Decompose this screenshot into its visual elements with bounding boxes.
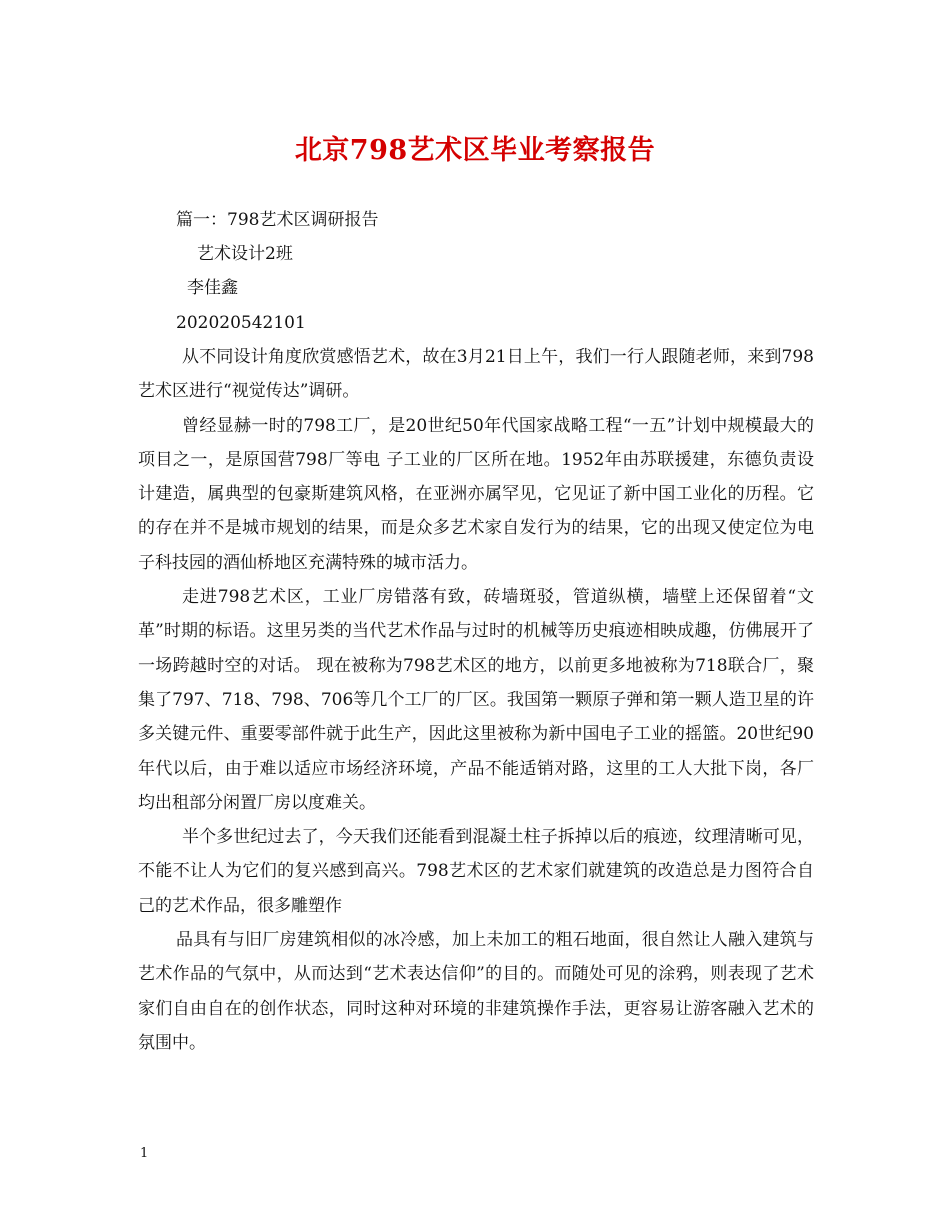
chapter-heading: 篇一：798艺术区调研报告	[176, 210, 379, 230]
page-number: 1	[140, 1146, 149, 1161]
document-title: 北京798艺术区毕业考察报告	[294, 135, 656, 166]
paragraph-4: 半个多世纪过去了，今天我们还能看到混凝土柱子拆掉以后的痕迹，纹理清晰可见，不能不让人为它们的复兴感到高兴。798艺术区的艺术家们就建筑的改造总是力图符合自己的艺术作品，很多雕塑作	[138, 827, 814, 916]
report-body	[138, 340, 814, 1060]
paragraph-1: 从不同设计角度欣赏感悟艺术，故在3月21日上午，我们一行人跟随老师，来到798艺术区进行“视觉传达”调研。	[138, 347, 814, 402]
class-name: 艺术设计2班	[197, 244, 293, 264]
paragraph-5: 品具有与旧厂房建筑相似的冰冷感，加上未加工的粗石地面，很自然让人融入建筑与艺术作品的气氛中，从而达到“艺术表达信仰”的目的。而随处可见的涂鸦，则表现了艺术家们自由自在的创作状态，同时这种对环境的非建筑操作手法，更容易让游客融入艺术的氛围中。	[138, 930, 814, 1053]
author-name: 李佳鑫	[187, 278, 238, 298]
paragraph-2: 曾经显赫一时的798工厂，是20世纪50年代国家战略工程“一五”计划中规模最大的项目之一，是原国营798厂等电 子工业的厂区所在地。1952年由苏联援建，东德负责设计建造，属典型的包豪斯建筑风格，在亚洲亦属罕见，它见证了新中国工业化的历程。它的存在并不是城市规划的结果，而是众多艺术家自发行为的结果，它的出现又使定位为电子科技园的酒仙桥地区充满特殊的城市活力。	[138, 415, 814, 573]
student-id: 202020542101	[176, 313, 306, 333]
paragraph-3: 走进798艺术区，工业厂房错落有致，砖墙斑驳，管道纵横，墙壁上还保留着“文革”时期的标语。这里另类的当代艺术作品与过时的机械等历史痕迹相映成趣，仿佛展开了一场跨越时空的对话。 现在被称为798艺术区的地方，以前更多地被称为718联合厂，聚集了797、718、798、706等几个工厂的厂区。我国第一颗原子弹和第一颗人造卫星的许多关键元件、重要零部件就于此生产，因此这里被称为新中国电子工业的摇篮。20世纪90年代以后，由于难以适应市场经济环境，产品不能适销对路，这里的工人大批下岗，各厂均出租部分闲置厂房以度难关。	[138, 587, 814, 813]
